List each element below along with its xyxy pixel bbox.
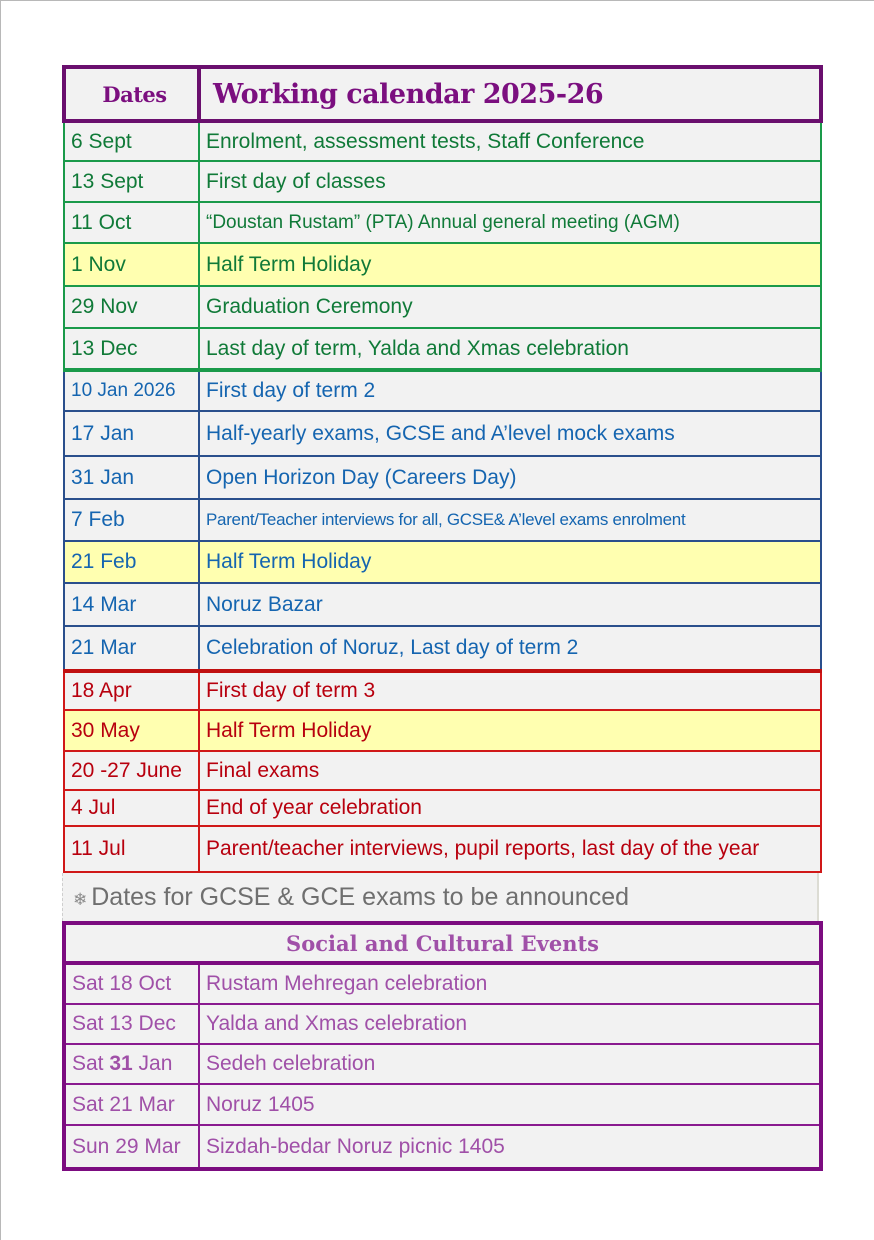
table-row [64,328,821,370]
row-date: 10 Jan 2026 [64,370,199,411]
row-event: Half Term Holiday [199,541,821,583]
row-event: Noruz Bazar [199,583,821,626]
table-row [64,1084,821,1125]
row-date: Sat 13 Dec [64,1004,199,1044]
row-date: 20 -27 June [64,751,199,790]
row-event: Last day of term, Yalda and Xmas celebration [199,328,821,370]
row-event: Enrolment, assessment tests, Staff Conference [199,121,821,161]
row-date: 4 Jul [64,790,199,826]
row-date: 1 Nov [64,243,199,286]
row-event: First day of term 2 [199,370,821,411]
row-date: 17 Jan [64,411,199,456]
calendar-sheet [62,65,819,1171]
row-date: 13 Dec [64,328,199,370]
table-row [64,161,821,202]
row-date: Sat 18 Oct [64,963,199,1004]
table-row [64,583,821,626]
date-day: 31 [109,1052,133,1075]
table-row [64,963,821,1004]
row-date: 29 Nov [64,286,199,328]
row-event: Half Term Holiday [199,710,821,751]
row-date: 31 Jan [64,456,199,499]
table-row-holiday [64,541,821,583]
row-event: Graduation Ceremony [199,286,821,328]
table-row [64,370,821,411]
table-row-holiday [64,710,821,751]
row-date [64,1044,199,1084]
table-row [64,671,821,710]
row-date: 21 Feb [64,541,199,583]
social-events-title: Social and Cultural Events [64,923,821,963]
table-row [64,1004,821,1044]
table-row [64,411,821,456]
social-events-table [62,921,823,1171]
date-suffix: Jan [132,1052,173,1075]
table-row [64,1044,821,1084]
row-event: Sedeh celebration [199,1044,821,1084]
snowflake-icon: ❄ [73,890,88,909]
row-event: Noruz 1405 [199,1084,821,1125]
page-title: Working calendar 2025-26 [199,67,821,121]
table-row [64,499,821,541]
table-row [64,456,821,499]
row-date: 18 Apr [64,671,199,710]
row-date: 11 Oct [64,202,199,243]
row-event: Half Term Holiday [199,243,821,286]
row-date: 30 May [64,710,199,751]
row-event: Half-yearly exams, GCSE and A’level mock exams [199,411,821,456]
table-row-holiday [64,243,821,286]
header-row [64,67,821,121]
dates-column-header: Dates [64,67,199,121]
table-row [64,121,821,161]
note-text: Dates for GCSE & GCE exams to be announced [91,883,630,911]
row-event: First day of classes [199,161,821,202]
row-date: 11 Jul [64,826,199,872]
row-event: Yalda and Xmas celebration [199,1004,821,1044]
table-row [64,1125,821,1169]
row-event: Parent/teacher interviews, pupil reports, last day of the year [199,826,821,872]
row-event: Parent/Teacher interviews for all, GCSE& A’level exams enrolment [199,499,821,541]
row-date: Sat 21 Mar [64,1084,199,1125]
row-date: 6 Sept [64,121,199,161]
table-row [64,626,821,671]
row-event: First day of term 3 [199,671,821,710]
row-date: 14 Mar [64,583,199,626]
row-event: End of year celebration [199,790,821,826]
row-date: Sun 29 Mar [64,1125,199,1169]
table-row [64,286,821,328]
table-row [64,202,821,243]
row-event: Sizdah-bedar Noruz picnic 1405 [199,1125,821,1169]
table-row [64,790,821,826]
row-date: 13 Sept [64,161,199,202]
row-event: Open Horizon Day (Careers Day) [199,456,821,499]
row-date: 21 Mar [64,626,199,671]
row-event: “Doustan Rustam” (PTA) Annual general meeting (AGM) [199,202,821,243]
working-calendar-table [62,65,823,873]
date-prefix: Sat [72,1052,110,1075]
table-row [64,751,821,790]
row-event: Final exams [199,751,821,790]
row-event: Rustam Mehregan celebration [199,963,821,1004]
row-event: Celebration of Noruz, Last day of term 2 [199,626,821,671]
exam-dates-note [62,873,819,921]
table-row [64,826,821,872]
row-date: 7 Feb [64,499,199,541]
social-events-header [64,923,821,963]
